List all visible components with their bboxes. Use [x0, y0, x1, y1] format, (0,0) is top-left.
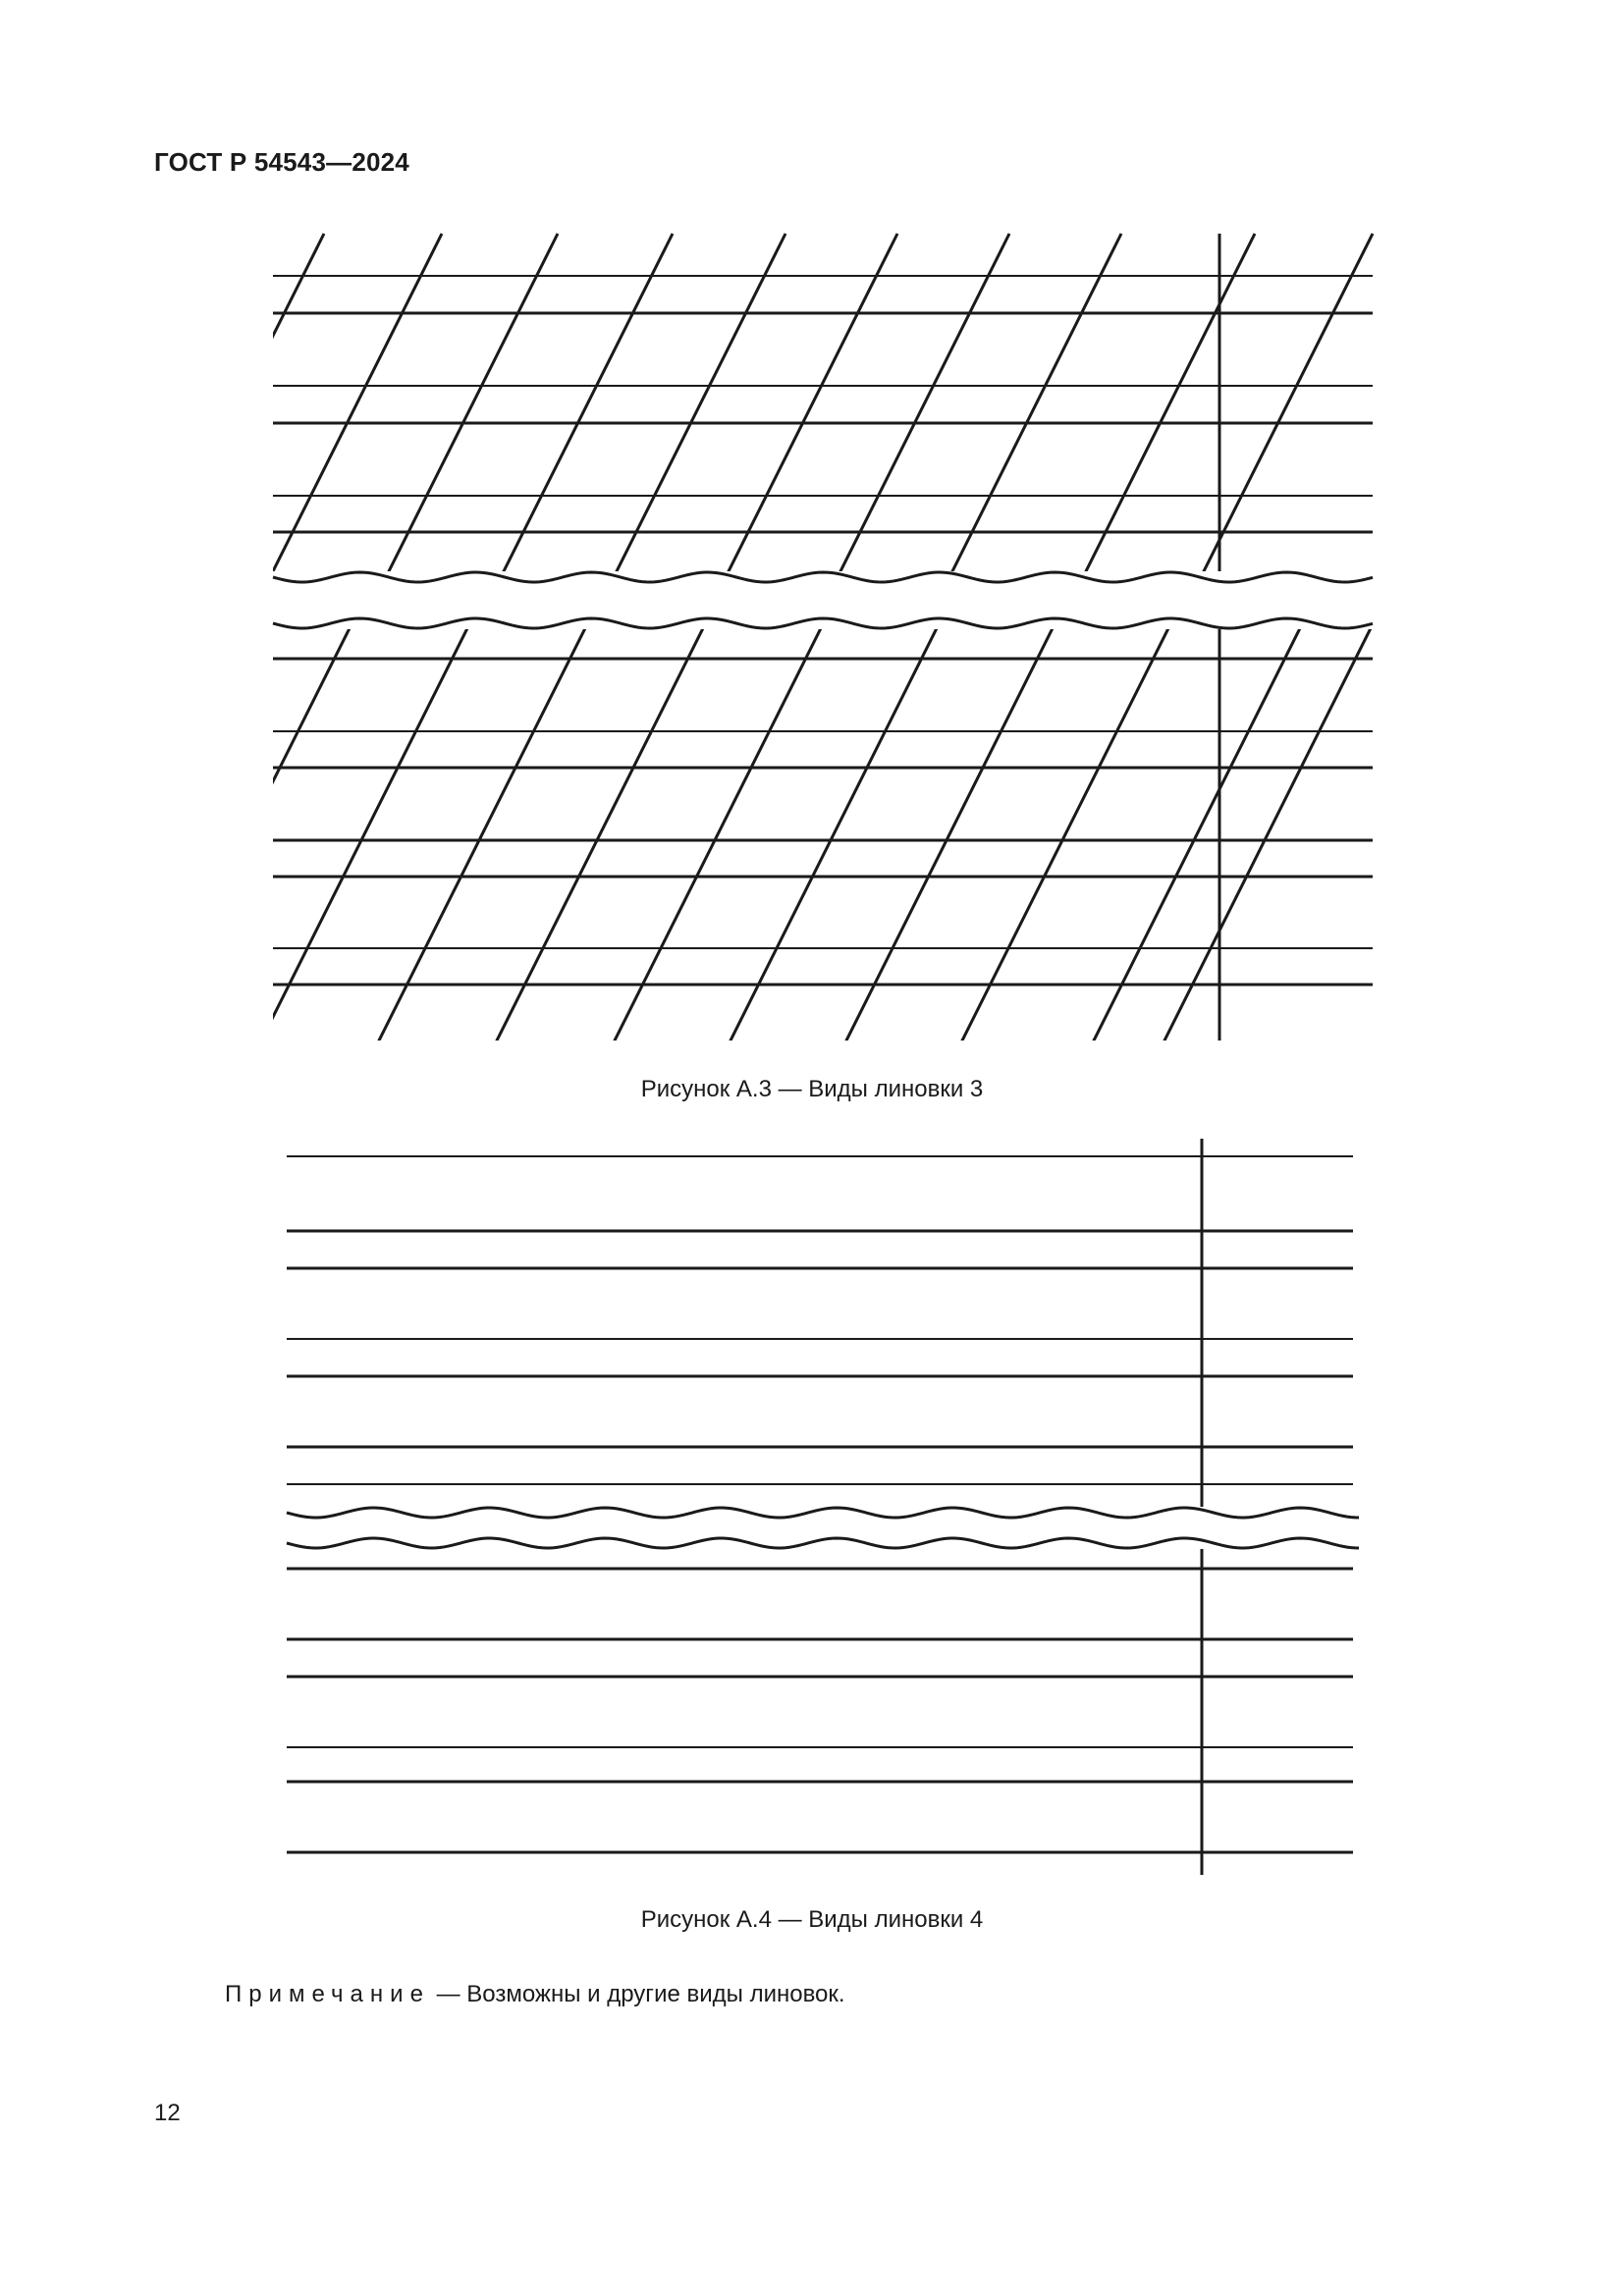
note-text: — Возможны и другие виды линовок.	[429, 1981, 845, 2007]
figure-a4-wave-break	[283, 1507, 1365, 1549]
page-number: 12	[154, 2100, 181, 2126]
document-header: ГОСТ Р 54543—2024	[154, 147, 409, 177]
figure-a3-caption: Рисунок А.3 — Виды линовки 3	[640, 1076, 984, 1102]
wave-break-gap	[283, 1507, 1365, 1549]
figure-a4-lines-bottom	[287, 1569, 1353, 1852]
note-paragraph	[225, 1981, 845, 2008]
figure-a4-caption: Рисунок А.4 — Виды линовки 4	[640, 1906, 984, 1933]
note-label: Примечание	[225, 1981, 430, 2007]
figure-a4-lines-top	[287, 1156, 1353, 1484]
